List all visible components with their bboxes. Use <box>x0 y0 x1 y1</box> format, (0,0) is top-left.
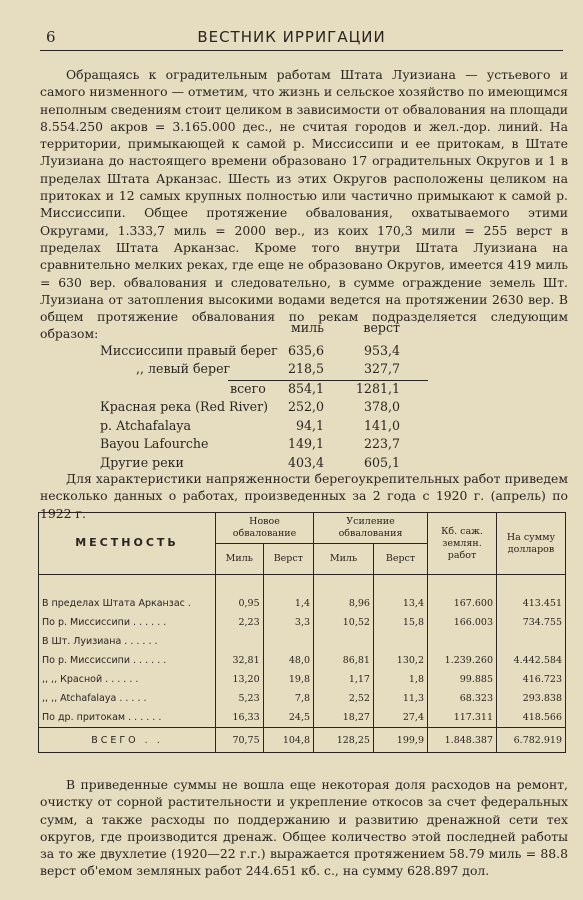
stats-row-name: ,, левый берег <box>136 361 231 376</box>
table-sub-miles: Миль <box>314 544 374 575</box>
table-cell: 1,8 <box>373 670 427 689</box>
paragraph-closing <box>40 776 568 880</box>
table-cell-place: ,, ,, Atchafalaya . . . . . <box>42 693 147 704</box>
stats-total-row <box>228 380 428 400</box>
stats-row <box>100 343 520 362</box>
table-row <box>39 689 566 708</box>
table-total-row <box>39 728 566 753</box>
table-sub-verst: Верст <box>263 544 313 575</box>
table-cell-place: В пределах Штата Арканзас . <box>42 598 191 609</box>
table-cell: 117.311 <box>428 708 497 728</box>
table-cell: 2,52 <box>314 689 374 708</box>
table-cell: 5,23 <box>216 689 264 708</box>
table-cell: 4.442.584 <box>497 651 566 670</box>
stats-row-verst: 378,0 <box>363 399 400 414</box>
stats-header <box>100 320 520 339</box>
paragraph-table-intro-text: Для характеристики напряженности берегоукрепительных работ приведем несколько данных о работах, произведенных за 2 года с 1920 г. (апрель) по 1922 г. <box>40 471 568 521</box>
table-cell <box>263 632 313 651</box>
table-col-new: Новое обвалование <box>216 513 314 544</box>
stats-total-label: всего <box>230 380 266 396</box>
table-cell <box>373 632 427 651</box>
paragraph-intro <box>40 66 568 343</box>
paragraph-intro-text: Обращаясь к оградительным работам Штата Луизиана — устьевого и самого низменного — отметим, что жизнь и сельское хозяйство по имеющимся неполным сведениям стоит целиком в зависимости от обвалования на площади 8.554.250 акров = 3.165.000 дес., не считая городов и жел.-дор. линий. На территории, примыкающей к самой р. Миссиссипи и ее притокам, в Штате Луизиана до настоящего времени образовано 17 оградительных Округов и 1 в пределах Штата Арканзас. Шесть из этих Округов расположены целиком на притоках и 12 самых крупных полностью или частично примыкают к самой р. Миссиссипи. Общее протяжение обвалования, охватываемого этими Округами, 1.333,7 миль = 2000 вер., из коих 170,3 мили = 255 верст в пределах Штата Арканзас. Кроме того внутри Штата Луизиана на сравнительно мелких реках, где еще не образовано Округов, имеется 419 миль = 630 вер. обвалования и следовательно, в сумме ограждение земель Шт. Луизиана от затопления высокими водами ведется на протяжении 2630 вер. В общем протяжение обвалования по рекам подразделяется следующим образом: <box>40 67 568 342</box>
table-row <box>39 594 566 613</box>
journal-title: ВЕСТНИК ИРРИГАЦИИ <box>197 28 386 46</box>
table-cell: 167.600 <box>428 594 497 613</box>
stats-row-miles: 252,0 <box>287 399 324 414</box>
table-cell: 416.723 <box>497 670 566 689</box>
table-row <box>39 708 566 728</box>
header-rule <box>40 50 563 51</box>
stats-row-name: Миссиссипи правый берег <box>100 342 278 358</box>
table-cell: 15,8 <box>373 613 427 632</box>
table-col-place <box>39 513 216 575</box>
paragraph-closing-text: В приведенные суммы не вошла еще некоторая доля расходов на ремонт, очистку от сорной растительности и укрепление откосов за счет федеральных сумм, а также расходы по поддержанию и развитию дренажной сети тех округов, где производится дренаж. Общее количество этой последней работы за то же двухлетие (1920—22 г.г.) выражается протяжением 58.79 миль = 88.8 верст об'емом земляных работ 244.651 кб. с., на сумму 628.897 дол. <box>40 777 568 879</box>
table-total-cell: 199,9 <box>373 728 427 753</box>
stats-row-miles: 635,6 <box>287 342 324 358</box>
stats-row-miles: 94,1 <box>295 417 324 433</box>
works-table <box>38 512 566 753</box>
table-cell: 413.451 <box>497 594 566 613</box>
table-cell: 13,20 <box>216 670 264 689</box>
stats-row-verst: 605,1 <box>363 454 400 470</box>
table-cell: 1.239.260 <box>428 651 497 670</box>
table-cell: 10,52 <box>314 613 374 632</box>
table-cell: 16,33 <box>216 708 264 728</box>
table-cell-place: По р. Миссиссипи . . . . . . <box>42 617 167 628</box>
table-cell: 130,2 <box>373 651 427 670</box>
table-row <box>39 632 566 651</box>
table-col-place-label: МЕСТНОСТЬ <box>75 536 179 549</box>
table-total-cell: 128,25 <box>314 728 374 753</box>
table-cell-place: ,, ,, Красной . . . . . . <box>42 674 139 685</box>
stats-row <box>100 361 520 380</box>
table-cell-place: По р. Миссиссипи . . . . . . <box>42 655 167 666</box>
table-col-reinforce: Усиление обвалования <box>314 513 428 544</box>
table-cell: 1,17 <box>314 670 374 689</box>
stats-row-verst: 327,7 <box>363 361 400 376</box>
stats-row-miles: 149,1 <box>287 436 324 451</box>
stats-row <box>100 399 520 418</box>
table-cell-place: По др. притокам . . . . . . <box>42 712 162 723</box>
table-cell <box>428 632 497 651</box>
stats-col-miles: миль <box>290 320 324 335</box>
table-spacer-row <box>39 575 566 595</box>
table-cell: 32,81 <box>216 651 264 670</box>
table-cell <box>314 632 374 651</box>
table-cell <box>216 632 264 651</box>
table-col-earth: Кб. саж. землян. работ <box>428 513 497 575</box>
table-cell: 13,4 <box>373 594 427 613</box>
table-sub-miles: Миль <box>216 544 264 575</box>
table-cell: 24,5 <box>263 708 313 728</box>
table-header-row <box>39 513 566 544</box>
stats-row-verst: 223,7 <box>363 436 400 451</box>
table-cell: 293.838 <box>497 689 566 708</box>
table-cell: 27,4 <box>373 708 427 728</box>
table-total-cell: 1.848.387 <box>428 728 497 753</box>
stats-row <box>100 436 520 455</box>
table-row <box>39 613 566 632</box>
levee-stats <box>100 320 520 473</box>
table-cell: 86,81 <box>314 651 374 670</box>
table-cell: 99.885 <box>428 670 497 689</box>
table-total-cell: 104,8 <box>263 728 313 753</box>
table-cell: 166.003 <box>428 613 497 632</box>
stats-total-verst: 1281,1 <box>355 380 400 396</box>
table-total-cell: 6.782.919 <box>497 728 566 753</box>
table-row <box>39 651 566 670</box>
stats-row <box>100 418 520 437</box>
stats-row-name: Другие реки <box>100 454 184 470</box>
stats-row-name: Красная река (Red River) <box>100 399 269 414</box>
table-cell: 418.566 <box>497 708 566 728</box>
table-total-label: ВСЕГО . . <box>39 728 216 753</box>
table-sub-verst: Верст <box>373 544 427 575</box>
stats-row-name: Bayou Lafourche <box>100 436 209 451</box>
table-cell: 8,96 <box>314 594 374 613</box>
table-row <box>39 670 566 689</box>
stats-row-miles: 218,5 <box>287 361 324 376</box>
table-cell: 0,95 <box>216 594 264 613</box>
table-cell: 48,0 <box>263 651 313 670</box>
table-cell: 3,3 <box>263 613 313 632</box>
stats-row-name: р. Atchafalaya <box>100 417 192 433</box>
table-cell-place: В Шт. Луизиана . . . . . . <box>42 636 158 647</box>
table-cell <box>497 632 566 651</box>
stats-col-verst: верст <box>363 320 400 335</box>
stats-row-verst: 953,4 <box>363 342 400 358</box>
page-number: 6 <box>46 28 56 46</box>
stats-total-miles: 854,1 <box>287 380 324 396</box>
table-cell: 68.323 <box>428 689 497 708</box>
table-cell: 18,27 <box>314 708 374 728</box>
table-col-sum: На сумму долларов <box>497 513 566 575</box>
stats-row-miles: 403,4 <box>287 454 324 470</box>
table-cell: 11,3 <box>373 689 427 708</box>
table-cell: 734.755 <box>497 613 566 632</box>
table-cell: 19,8 <box>263 670 313 689</box>
table-total-cell: 70,75 <box>216 728 264 753</box>
stats-row-verst: 141,0 <box>363 417 400 433</box>
table-cell: 7,8 <box>263 689 313 708</box>
table-cell: 1,4 <box>263 594 313 613</box>
table-cell: 2,23 <box>216 613 264 632</box>
